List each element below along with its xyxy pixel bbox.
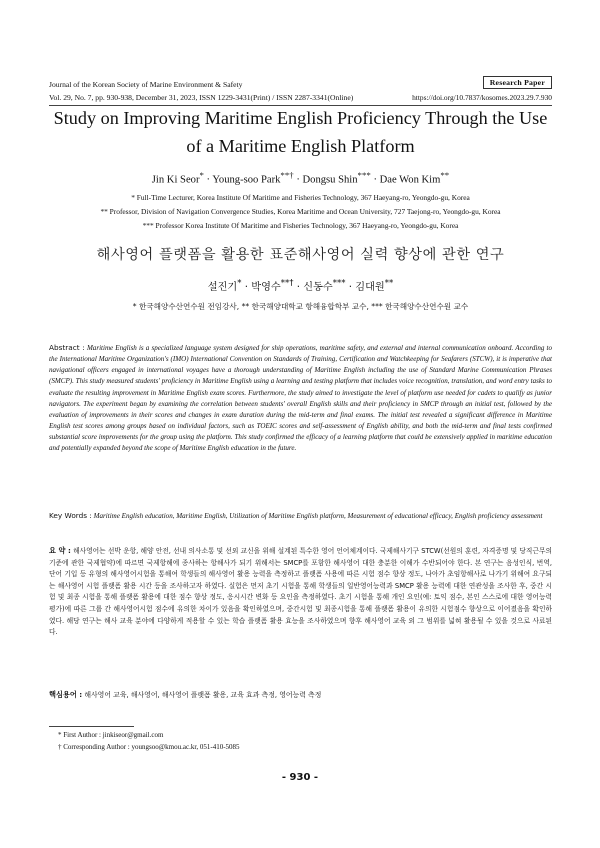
volume-info: Vol. 29, No. 7, pp. 930-938, December 31, 2023, ISSN 1229-3431(Print) / ISSN 2287-3341(Online) — [49, 93, 354, 102]
kr-author-separator: · — [345, 282, 356, 293]
author-1-mark: * — [199, 170, 204, 180]
korean-author-list — [49, 278, 552, 293]
page-number: - 930 - — [281, 772, 319, 783]
abstract — [49, 342, 552, 455]
footnote-corresponding-author: † Corresponding Author : youngsoo@kmou.ac.kr, 051-410-5085 — [58, 743, 240, 751]
korean-keywords-label: 핵심용어 : — [49, 690, 83, 699]
author-separator: · — [370, 174, 380, 186]
kr-author-separator: · — [241, 282, 252, 293]
abstract-label: Abstract : — [49, 343, 85, 352]
doi-link[interactable]: https://doi.org/10.7837/kosomes.2023.29.7.930 — [412, 93, 552, 102]
paper-title: Study on Improving Maritime English Proficiency Through the Use of a Maritime English Platform — [53, 108, 548, 156]
kr-author-1-mark: * — [237, 278, 242, 289]
kr-author-4: 김대원 — [355, 282, 385, 293]
keywords-label: Key Words : — [49, 511, 92, 520]
author-4: Dae Won Kim — [379, 174, 441, 186]
affiliation-3: *** Professor Korea Institute Of Maritime and Fisheries Technology, 367 Haeyang-ro, Yeongdo-gu, Korea — [142, 221, 459, 230]
korean-keywords-text: 해사영어 교육, 해사영어, 해사영어 플랫폼 활용, 교육 효과 측정, 영어능력 측정 — [84, 691, 322, 699]
footnote-first-author: * First Author : jinkiseor@gmail.com — [58, 731, 164, 739]
korean-abstract-label: 요 약 : — [49, 546, 71, 555]
author-3-mark: *** — [357, 170, 371, 180]
korean-keywords — [49, 689, 552, 700]
kr-author-2-mark: **† — [280, 278, 294, 289]
korean-abstract-text: 해사영어는 선박 운항, 해양 안전, 선내 의사소통 및 선외 교신을 위해 설계된 특수한 영어 언어체계이다. 국제해사기구 STCW(선원의 훈련, 자격증명 및 당직근무의 기준에 관한 국제협약)에 따르면 국제항해에 종사하는 항해사가 되기 위해서는 SMCP를 포함한 해사영어 대한 충분한 이해가 수반되어야 한다. 본 연구는 음성인식, 번역, 단어 기입 등 유형의 해사영어시험을 통해여 학생들의 해사영어 활용 능력을 측정하고 플랫폼 사용에 따른 시험 점수 향상 정도, 나아가 초임항해사로 나가기 위해여 요구되는 해사영어 시험 플랫폼 활용 시간 등을 조사하고자 하였다. 실험은 먼저 초기 시험을 통해 학생들의 일반영어능력과 SMCP 활용 능력에 대한 연관성을 조사한 후, 중간 시험 및 최종 시험을 통해 플랫폼 활용에 대한 점수 향상 정도, 응시시간 변화 등 요인을 측정하였다. 초기 시험을 통해 개인 요인(예: 토익 점수, 본인 스스로에 대한 영어능력 평가)에 따른 그룹 간 해사영어시험 점수에 유의한 차이가 있음을 확인하였으며, 중간시험 및 최종시험을 통해 플랫폼 활용이 유의한 시험점수 향상으로 이어졌음을 확인하였다. 해당 연구는 해사 교육 분야에 다양하게 적용할 수 있는 학습 플랫폼 활용 효능을 조사하였으며 향후 해사영어 교육 외 그 범위를 넓혀 활용될 수 있을 것으로 사료된다. — [49, 547, 552, 637]
research-paper-badge: Research Paper — [483, 76, 552, 89]
author-list — [49, 170, 552, 186]
affiliation-2: ** Professor, Division of Navigation Convergence Studies, Korea Maritime and Ocean University, 727 Taejong-ro, Yeongdo-gu, Korea — [100, 207, 501, 216]
korean-abstract — [49, 545, 552, 639]
kr-author-4-mark: ** — [384, 278, 394, 289]
author-separator: · — [293, 174, 303, 186]
author-2: Young-soo Park — [212, 174, 281, 186]
abstract-text: Maritime English is a specialized language system designed for ship operations, maritime safety, and external and internal communication onboard. According to the International Maritime Organization's (IMO) International Convention on Standards of Training, Certification and Watchkeeping for Seafarers (STCW), it is imperative that navigational officers engaged in international voyages have a thorough understanding of Maritime English including the use of Standard Marine Communication Phrases (SMCP). This study measured students' proficiency in Maritime English using a learning and testing platform that includes voice recognition, translation, and word entry tasks to evaluate the resulting improvement in Maritime English exam scores. Furthermore, the study aimed to investigate the level of platform use needed for cadets to qualify as junior navigators. The experiment began by examining the correlation between students' overall English skills and their proficiency in SMCP through an initial test, followed by the evaluation of improvements in their scores and changes in exam duration during the mid-term and final exams. The initial test revealed a significant difference in Maritime English test scores among groups based on individual factors, such as TOEIC scores and self-assessment of English ability, and both the mid-term and final tests confirmed substantial score improvements for the group using the platform. This study confirmed the efficacy of a learning platform that could be extensively applied in maritime education and potentially expanded beyond the scope of Maritime English education in the future. — [49, 344, 552, 453]
kr-author-separator: · — [293, 282, 304, 293]
affiliation-1: * Full-Time Lecturer, Korea Institute Of Maritime and Fisheries Technology, 367 Haeyang-ro, Yeongdo-gu, Korea — [131, 193, 470, 202]
keywords-text: Maritime English education, Maritime English, Utilization of Maritime English platform, Measurement of educational efficacy, English proficiency assessment — [93, 512, 543, 520]
kr-author-2: 박영수 — [251, 282, 281, 293]
author-3: Dongsu Shin — [302, 174, 358, 186]
journal-name: Journal of the Korean Society of Marine Environment & Safety — [49, 80, 243, 89]
korean-title: 해사영어 플랫폼을 활용한 표준해사영어 실력 향상에 관한 연구 — [96, 247, 505, 263]
author-1: Jin Ki Seor — [151, 174, 200, 186]
kr-author-3: 신동수 — [303, 282, 333, 293]
kr-author-1: 설진기 — [207, 282, 238, 293]
author-4-mark: ** — [440, 170, 450, 180]
korean-affiliation: * 한국해양수산연수원 전임강사, ** 한국해양대학교 항해융합학부 교수, *** 한국해양수산연수원 교수 — [132, 302, 469, 311]
kr-author-3-mark: *** — [332, 278, 346, 289]
footnote-rule — [49, 726, 134, 727]
author-separator: · — [203, 174, 213, 186]
keywords — [49, 510, 552, 522]
author-2-mark: **† — [280, 170, 294, 180]
